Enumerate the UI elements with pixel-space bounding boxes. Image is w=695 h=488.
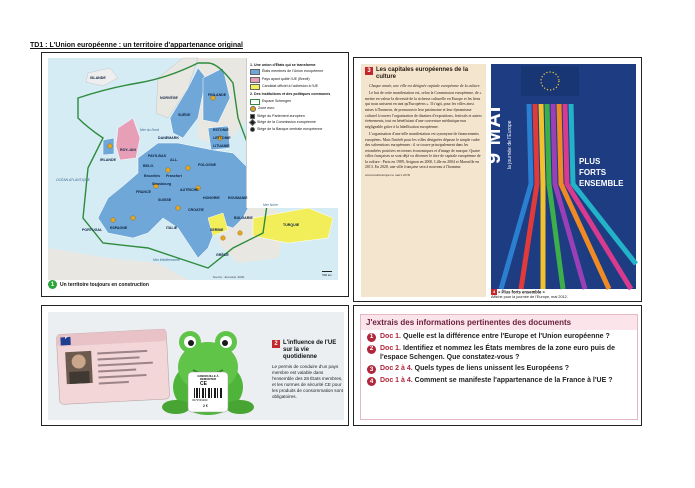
legend-swatch xyxy=(250,106,256,112)
question-doc-ref: Doc 1. xyxy=(380,345,402,352)
map-label: Bruxelles xyxy=(144,174,161,178)
question-text: Quels types de liens unissent les Européens ? xyxy=(414,365,570,373)
sea-label: Mer du Nord xyxy=(140,128,159,132)
capitals-heading xyxy=(365,67,482,81)
map-label: DANEMARK xyxy=(158,136,179,140)
map-label: ROY.-UNI xyxy=(120,148,136,152)
legend-swatch xyxy=(250,84,260,90)
question-number: 3 xyxy=(367,365,376,374)
question-number: 2 xyxy=(367,345,376,354)
legend-swatch xyxy=(250,69,260,75)
poster-slogan-line: FORTS xyxy=(579,168,607,178)
europe-day-poster xyxy=(483,64,636,289)
map-label: Francfort xyxy=(166,174,182,178)
doc-number-badge: 1 xyxy=(48,280,57,289)
legend-item xyxy=(250,114,335,119)
barcode-number: 3071539000 xyxy=(192,399,208,402)
capitals-title: Les capitales européennes de la culture xyxy=(376,67,469,80)
doc-number-badge: 2 xyxy=(272,340,280,348)
question-text: Identifiez et nommez les États membres de la zone euro puis de l'espace Schengen. Que constatez-vous ? xyxy=(380,345,615,362)
map-label: HONGRIE xyxy=(203,196,220,200)
sea-label: OCÉAN ATLANTIQUE xyxy=(56,178,90,182)
question-item xyxy=(361,342,637,362)
question-item xyxy=(361,362,637,374)
legend-swatch xyxy=(249,119,256,126)
question-text-wrap xyxy=(380,344,631,362)
map-label: ALL. xyxy=(170,158,178,162)
map-label: SERBIE xyxy=(210,228,224,232)
capitals-intro: Chaque année, une ville est désignée capitale européenne de la culture. xyxy=(369,83,481,88)
map-label: Strasbourg xyxy=(152,182,172,186)
map-label: BELG. xyxy=(143,164,154,168)
daily-life-body: Le permis de conduire d'un pays membre est valable dans l'ensemble des 28 États membres, et les normes de sécurité CE pour les produits de consommation sont obligatoires. xyxy=(272,363,343,399)
legend-label: Siège de la Banque centrale européenne xyxy=(257,126,323,131)
poster-caption xyxy=(491,289,636,300)
capitals-article xyxy=(361,64,486,297)
legend-item xyxy=(250,84,335,90)
question-text-wrap xyxy=(380,376,612,386)
poster-big-title: 9 MAI xyxy=(483,105,505,164)
map-label: NORVÈGE xyxy=(160,96,178,100)
questions-box xyxy=(360,314,638,420)
question-text: Comment se manifeste l'appartenance de la France à l'UE ? xyxy=(414,377,613,385)
question-doc-ref: Doc 1 à 4. xyxy=(380,377,413,385)
legend-item xyxy=(250,106,335,112)
question-text-wrap xyxy=(380,364,569,374)
sea-label: Mer Noire xyxy=(263,203,278,207)
map-legend xyxy=(246,58,338,208)
capitals-source: www.touteleurope.eu, mars 2018. xyxy=(365,172,411,177)
legend-heading-1: 1. Une union d'États qui se transforme xyxy=(250,63,316,67)
capitals-panel xyxy=(353,57,642,302)
poster-subtitle: la journée de l'Europe xyxy=(507,120,513,169)
poster-caption-title: « Plus forts ensemble » xyxy=(498,289,545,295)
legend-item xyxy=(250,77,335,83)
map-label: ISLANDE xyxy=(90,76,106,80)
map-source: Source : Eurostat, 2020. xyxy=(212,275,245,279)
capitals-paragraph: L'organisation d'une telle manifestation est synonyme de financements européens. Mais l'intérêt pour les villes désignées dépasse le simple cadre des subventions européennes : il se trouve principalement dans les retombées positives en termes économiques et d'image de marque. Quatre villes françaises se sont déjà vu décerner le titre de capitale européenne de la culture : Paris en 1989, Avignon en 2000, Lille en 2004 et Marseille en 2013. En 2028, une ville française sera à nouveau à l'honneur. xyxy=(365,132,481,170)
ce-mark: CE xyxy=(200,381,207,387)
price-tag: 2 € xyxy=(203,404,208,408)
map-label: GRÈCE xyxy=(216,253,229,257)
map-label: IRLANDE xyxy=(100,158,116,162)
map-label: SUÈDE xyxy=(178,113,191,117)
legend-label: Zone euro xyxy=(258,106,275,111)
legend-item xyxy=(250,99,335,105)
question-number: 1 xyxy=(367,333,376,342)
map-label: FINLANDE xyxy=(208,93,227,97)
question-doc-ref: Doc 2 à 4. xyxy=(380,365,413,373)
legend-item xyxy=(250,69,335,75)
daily-life-text xyxy=(272,340,344,399)
toy-tag-text: GRENOUILLE À REMONTER xyxy=(197,374,219,382)
poster-caption-text: Affiche pour la journée de l'Europe, mai 2012. xyxy=(491,295,568,300)
question-text: Quelle est la différence entre l'Europe et l'Union européenne ? xyxy=(402,333,610,340)
map-label: CROATIE xyxy=(188,208,204,212)
map-label: ITALIE xyxy=(166,226,178,230)
legend-label: États membres de l'Union européenne xyxy=(262,69,324,74)
sea-label: Mer Méditerranée xyxy=(153,258,180,262)
map-label: FRANCE xyxy=(136,190,151,194)
map-label: SUISSE xyxy=(158,198,172,202)
legend-heading-2: 2. Des institutions et des politiques communes xyxy=(250,92,331,97)
daily-life-heading xyxy=(272,340,344,361)
question-doc-ref: Doc 1. xyxy=(380,333,402,340)
legend-label: Siège de la Commission européenne xyxy=(257,120,316,125)
legend-label: Siège du Parlement européen xyxy=(257,113,305,118)
poster-slogan-line: PLUS xyxy=(579,157,601,166)
question-text-wrap xyxy=(380,332,610,342)
question-item xyxy=(361,330,637,342)
map-caption xyxy=(48,279,338,290)
doc-number-badge: 4 xyxy=(492,289,496,295)
legend-item xyxy=(250,120,335,125)
legend-label: Candidat officiel à l'adhésion à l'UE xyxy=(262,84,319,89)
questions-panel xyxy=(353,305,642,426)
map-label: ROUMANIE xyxy=(228,196,248,200)
question-number: 4 xyxy=(367,377,376,386)
map-label: PAYS-BAS xyxy=(148,154,166,158)
map-scale: 500 km xyxy=(322,273,332,277)
legend-item xyxy=(250,127,335,132)
legend-swatch xyxy=(250,99,260,105)
europe-map xyxy=(48,58,338,280)
map-label: ESTONIE xyxy=(213,128,229,132)
legend-label: Espace Schengen xyxy=(262,98,292,103)
map-caption-text: Un territoire toujours en construction xyxy=(60,281,149,288)
daily-life-title: L'influence de l'UE sur la vie quotidienne xyxy=(283,340,337,360)
licence-country: F xyxy=(65,335,68,340)
questions-heading: J'extrais des informations pertinentes des documents xyxy=(361,315,637,330)
map-label: AUTRICHE xyxy=(180,188,199,192)
map-label: LETTONIE xyxy=(213,136,231,140)
frog-panel xyxy=(41,305,349,426)
capitals-paragraph: Le but de cette manifestation est, selon la Commission européenne, de « mettre en valeur la diversité de la richesse culturelle en Europe et les liens qui nous unissent en tant qu'Européens ». Il s'agit, pour les villes ainsi mises à l'honneur, de promouvoir leur patrimoine et leur dynamisme culturel à travers l'organisation de dizaines d'expositions, festivals et autres événements, tout en bénéficiant d'une couverture médiatique non négligeable grâce à la labellisation européenne. xyxy=(365,91,482,129)
legend-swatch xyxy=(250,77,260,83)
legend-label: Pays ayant quitté l'UE (Brexit) xyxy=(262,76,310,81)
map-label: TURQUIE xyxy=(283,223,300,227)
map-label: POLOGNE xyxy=(198,163,216,167)
question-item xyxy=(361,374,637,386)
map-label: ESPAGNE xyxy=(110,226,128,230)
map-label: LITUANIE xyxy=(213,144,230,148)
page-title: TD1 : L'Union européenne : un territoire d'appartenance original xyxy=(30,42,243,49)
poster-slogan-line: ENSEMBLE xyxy=(579,179,624,189)
map-label: BULGARIE xyxy=(234,216,253,220)
map-label: PORTUGAL xyxy=(82,228,103,232)
map-panel xyxy=(41,52,349,297)
doc-number-badge: 3 xyxy=(365,67,373,75)
poster-slogan xyxy=(579,156,623,190)
legend-swatch xyxy=(250,114,255,119)
legend-swatch xyxy=(250,127,255,132)
